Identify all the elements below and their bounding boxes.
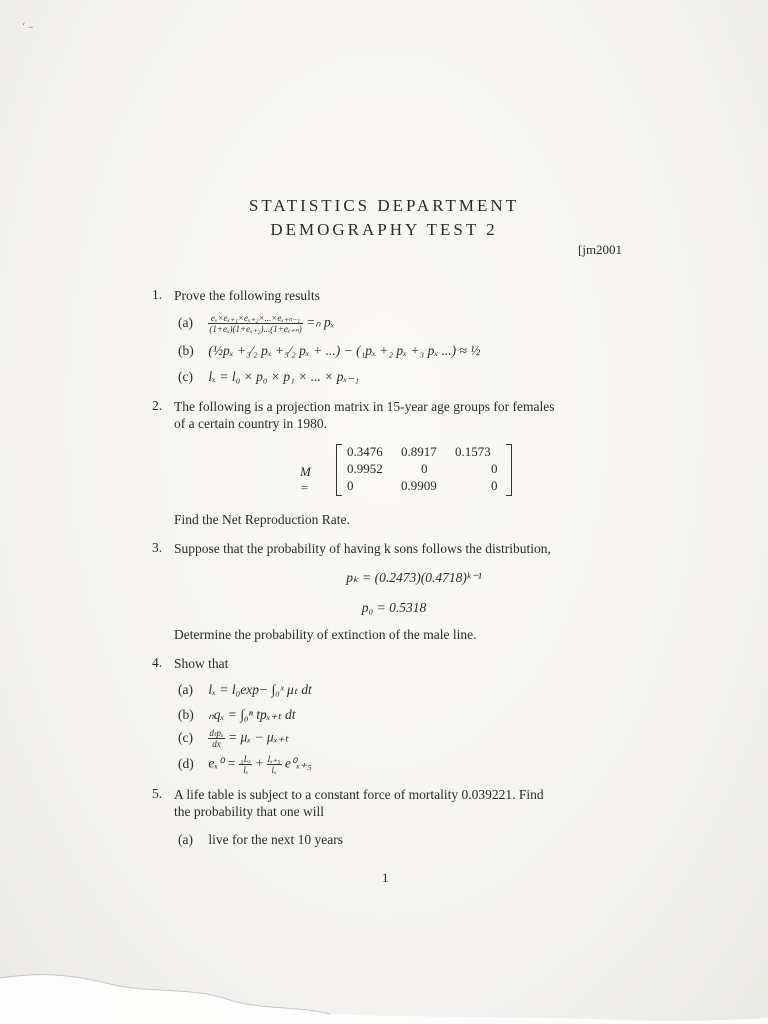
equation-lhs: eₓ⁰ = [208, 755, 237, 771]
question-4-text: Show that [174, 656, 229, 671]
fraction [208, 728, 224, 749]
fraction [267, 754, 282, 775]
matrix-cell: 0.8917 [401, 444, 437, 459]
matrix-cell: 0 [347, 478, 354, 493]
fraction-denominator: (1+eₓ)(1+eₓ₊₂)...(1+eₓ₊ₙ) [209, 324, 302, 334]
question-2-text-line1: The following is a projection matrix in 15-year age groups for females [174, 399, 555, 414]
test-title: DEMOGRAPHY TEST 2 [270, 220, 498, 239]
question-1a [178, 313, 335, 334]
question-4c [178, 728, 289, 749]
fraction-denominator: dx [212, 739, 221, 749]
fraction-numerator: lₓ₊₅ [267, 754, 281, 764]
question-4b [178, 707, 296, 723]
equation-rhs: = μₓ − μₓ₊ₜ [227, 729, 289, 745]
question-2-number: 2. [152, 398, 163, 413]
question-4-number: 4. [152, 655, 163, 670]
item-label: (d) [178, 755, 194, 771]
item-label: (a) [178, 682, 193, 697]
page-number: 1 [382, 870, 389, 885]
matrix-cell: 0.9909 [401, 478, 437, 493]
question-1-number: 1. [152, 287, 163, 302]
equation-rhs: =ₙ pₓ [306, 314, 335, 330]
matrix-cell: 0.9952 [347, 461, 383, 476]
question-5-number: 5. [152, 786, 163, 801]
matrix-cell: 0 [421, 461, 428, 476]
corner-mark: ‘ – [22, 22, 34, 33]
item-label: (b) [178, 707, 194, 722]
equation: lₓ = l₀exp− ∫₀ˣ μₜ dt [208, 682, 312, 697]
question-1c [178, 369, 359, 385]
matrix-label: M = [300, 464, 311, 495]
equation: ₙqₓ = ∫₀ⁿ tpₓ₊ₜ dt [208, 707, 296, 722]
matrix-cell: 0.3476 [347, 444, 383, 459]
distribution-equation: pₖ = (0.2473)(0.4718)ᵏ⁻¹ [346, 570, 482, 585]
fraction [239, 754, 252, 775]
question-4d [178, 754, 312, 775]
fraction-numerator: ₅Lₓ [240, 754, 252, 764]
plus-sign: + [255, 755, 264, 771]
equation-tail: e⁰ₓ₊₅ [284, 755, 312, 771]
p0-equation: p₀ = 0.5318 [361, 600, 427, 615]
question-2-task: Find the Net Reproduction Rate. [174, 512, 350, 527]
equation: lₓ = l₀ × p₀ × p₁ × ... × pₓ₋₁ [208, 369, 360, 384]
matrix-body [336, 444, 512, 496]
equation: (½pₓ +₃⁄₂ pₓ +₅⁄₂ pₓ + ...) − (₁pₓ +₂ pₓ +₃ pₓ ...) ≈ ½ [208, 343, 481, 358]
question-1-text: Prove the following results [174, 288, 320, 303]
question-5-text-line2: the probability that one will [174, 804, 324, 819]
question-3-task: Determine the probability of extinction of the male line. [174, 627, 477, 642]
question-1b [178, 343, 480, 359]
fraction-denominator: lₓ [243, 765, 249, 775]
fraction-numerator: dₜpₓ [209, 728, 224, 738]
item-label: (c) [178, 369, 193, 384]
fraction-denominator: lₓ [271, 765, 277, 775]
exam-code: [jm2001 [578, 242, 623, 257]
matrix-cell: 0 [491, 478, 498, 493]
fraction-numerator: eₓ×eₓ₊₁×eₓ₊₂×...×eₓ₊ₙ₋₁ [208, 313, 302, 324]
matrix-cell: 0.1573 [455, 444, 491, 459]
matrix-cell: 0 [491, 461, 498, 476]
item-text: live for the next 10 years [208, 832, 343, 847]
question-5a [178, 832, 343, 848]
department-title: STATISTICS DEPARTMENT [248, 196, 520, 215]
item-label: (b) [178, 343, 194, 358]
question-2-text-line2: of a certain country in 1980. [174, 416, 327, 431]
question-3-text: Suppose that the probability of having k sons follows the distribution, [174, 541, 551, 556]
item-label: (a) [178, 832, 193, 847]
item-label: (c) [178, 729, 193, 745]
question-4a [178, 682, 312, 698]
question-3-number: 3. [152, 540, 163, 555]
item-label: (a) [178, 314, 193, 330]
fraction [208, 313, 302, 334]
torn-paper-edge [0, 914, 768, 1024]
question-5-text-line1: A life table is subject to a constant force of mortality 0.039221. Find [174, 787, 544, 802]
